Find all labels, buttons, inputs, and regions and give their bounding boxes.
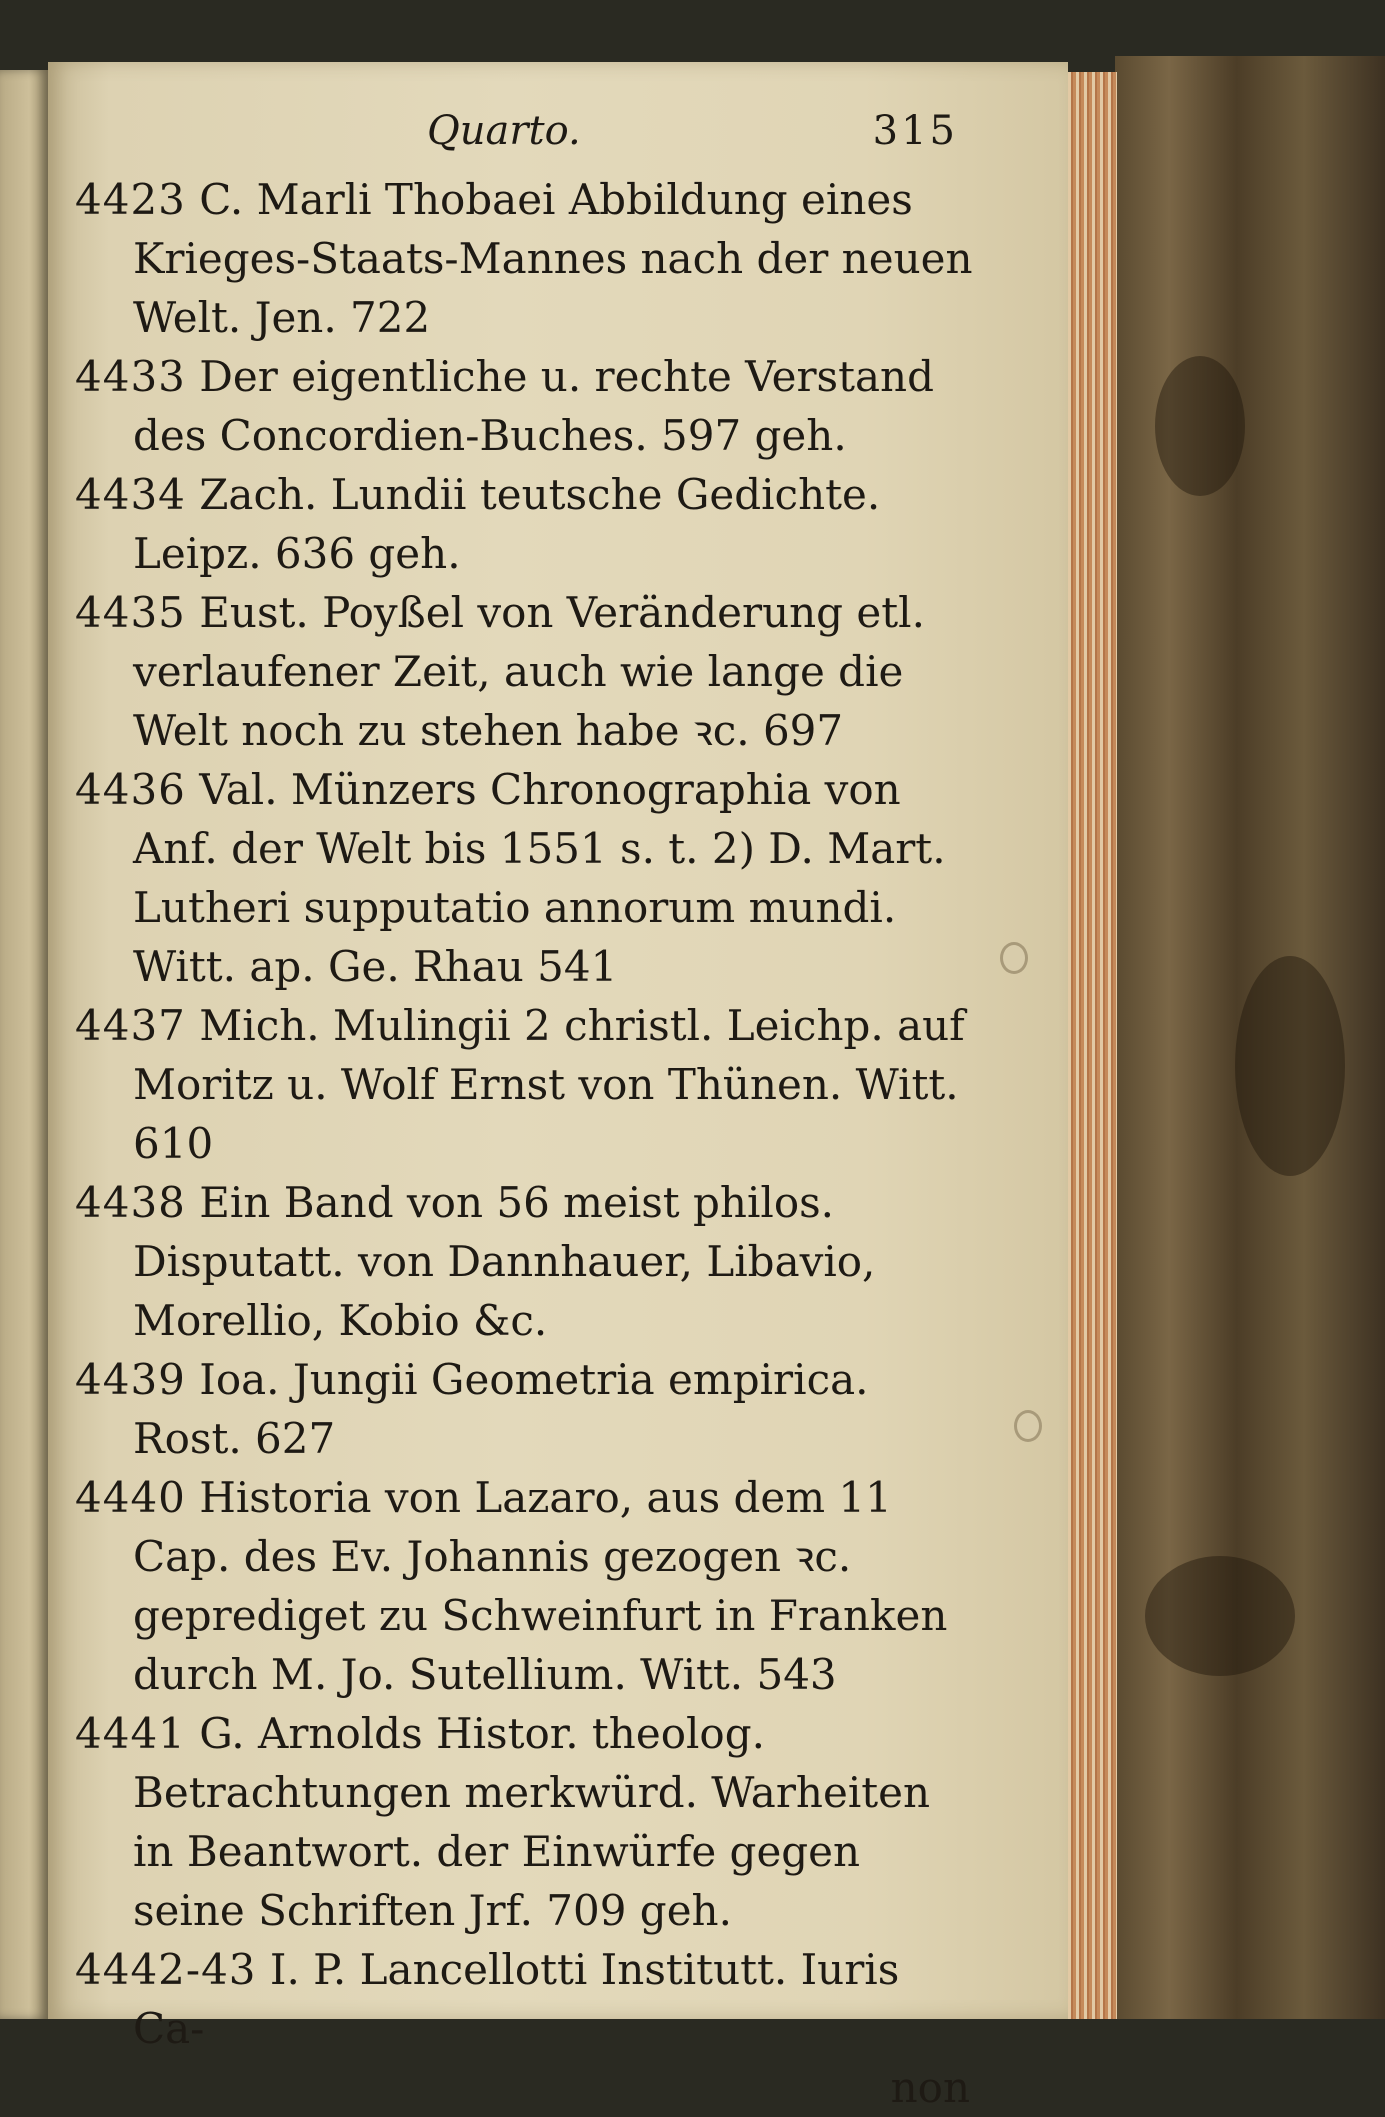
catalog-entry [75,1468,980,1704]
entry-text: Der eigentliche u. rechte Verstand des Concordien-Buches. 597 geh. [133,352,934,460]
previous-page-edge [0,70,48,2019]
entry-number: 4438 [75,1178,186,1227]
entry-number: 4434 [75,470,186,519]
entry-number: 4441 [75,1709,186,1758]
entry-text: I. P. Lancellotti Institutt. Iuris Ca- [133,1945,900,2053]
entry-text: Ioa. Jungii Geometria empirica. Rost. 627 [133,1355,869,1463]
catalog-entry [75,1704,980,1940]
entry-text: Zach. Lundii teutsche Gedichte. Leipz. 636 geh. [133,470,881,578]
entry-number: 4439 [75,1355,186,1404]
entry-text: Val. Münzers Chronographia von Anf. der Welt bis 1551 s. t. 2) D. Mart. Lutheri supputatio annorum mundi. Witt. ap. Ge. Rhau 541 [133,765,946,991]
catalog-entry [75,347,980,465]
catalog-entry [75,170,980,347]
page-text [75,108,980,2117]
cover-stain [1145,1556,1295,1676]
entry-number: 4436 [75,765,186,814]
running-head [75,108,980,170]
catalog-entry [75,1940,980,2058]
entry-text: Ein Band von 56 meist philos. Disputatt. von Dannhauer, Libavio, Morellio, Kobio &c. [133,1178,876,1345]
catalog-entry [75,465,980,583]
cover-stain [1155,356,1245,496]
continuation-word: non [890,2063,970,2112]
catalog-entry [75,1350,980,1468]
entry-number: 4440 [75,1473,186,1522]
binding-hole [1014,1410,1042,1442]
catalog-entry [75,760,980,996]
entry-number: 4437 [75,1001,186,1050]
entry-text: Eust. Poyßel von Veränderung etl. verlaufener Zeit, auch wie lange die Welt noch zu stehen habe ꝛc. 697 [133,588,925,755]
entry-number: 4442-43 [75,1945,257,1994]
entry-text: Historia von Lazaro, aus dem 11 Cap. des Ev. Johannis gezogen ꝛc. geprediget zu Schweinfurt in Franken durch M. Jo. Sutellium. Witt. 543 [133,1473,948,1699]
catalog-entry [75,1173,980,1350]
catalog-entry [75,996,980,1173]
binding-hole [1000,942,1028,974]
entry-number: 4433 [75,352,186,401]
running-title: Quarto. [427,108,581,154]
entry-text: G. Arnolds Histor. theolog. Betrachtungen merkwürd. Warheiten in Beantwort. der Einwürfe gegen seine Schriften Jrf. 709 geh. [133,1709,931,1935]
cover-stain [1235,956,1345,1176]
catalog-entry [75,583,980,760]
entry-text: Mich. Mulingii 2 christl. Leichp. auf Moritz u. Wolf Ernst von Thünen. Witt. 610 [133,1001,965,1168]
page-number: 315 [872,108,958,154]
entry-number: 4423 [75,175,186,224]
book-cover [1115,56,1385,2019]
entry-text: C. Marli Thobaei Abbildung eines Krieges-Staats-Mannes nach der neuen Welt. Jen. 722 [133,175,973,342]
entry-number: 4435 [75,588,186,637]
